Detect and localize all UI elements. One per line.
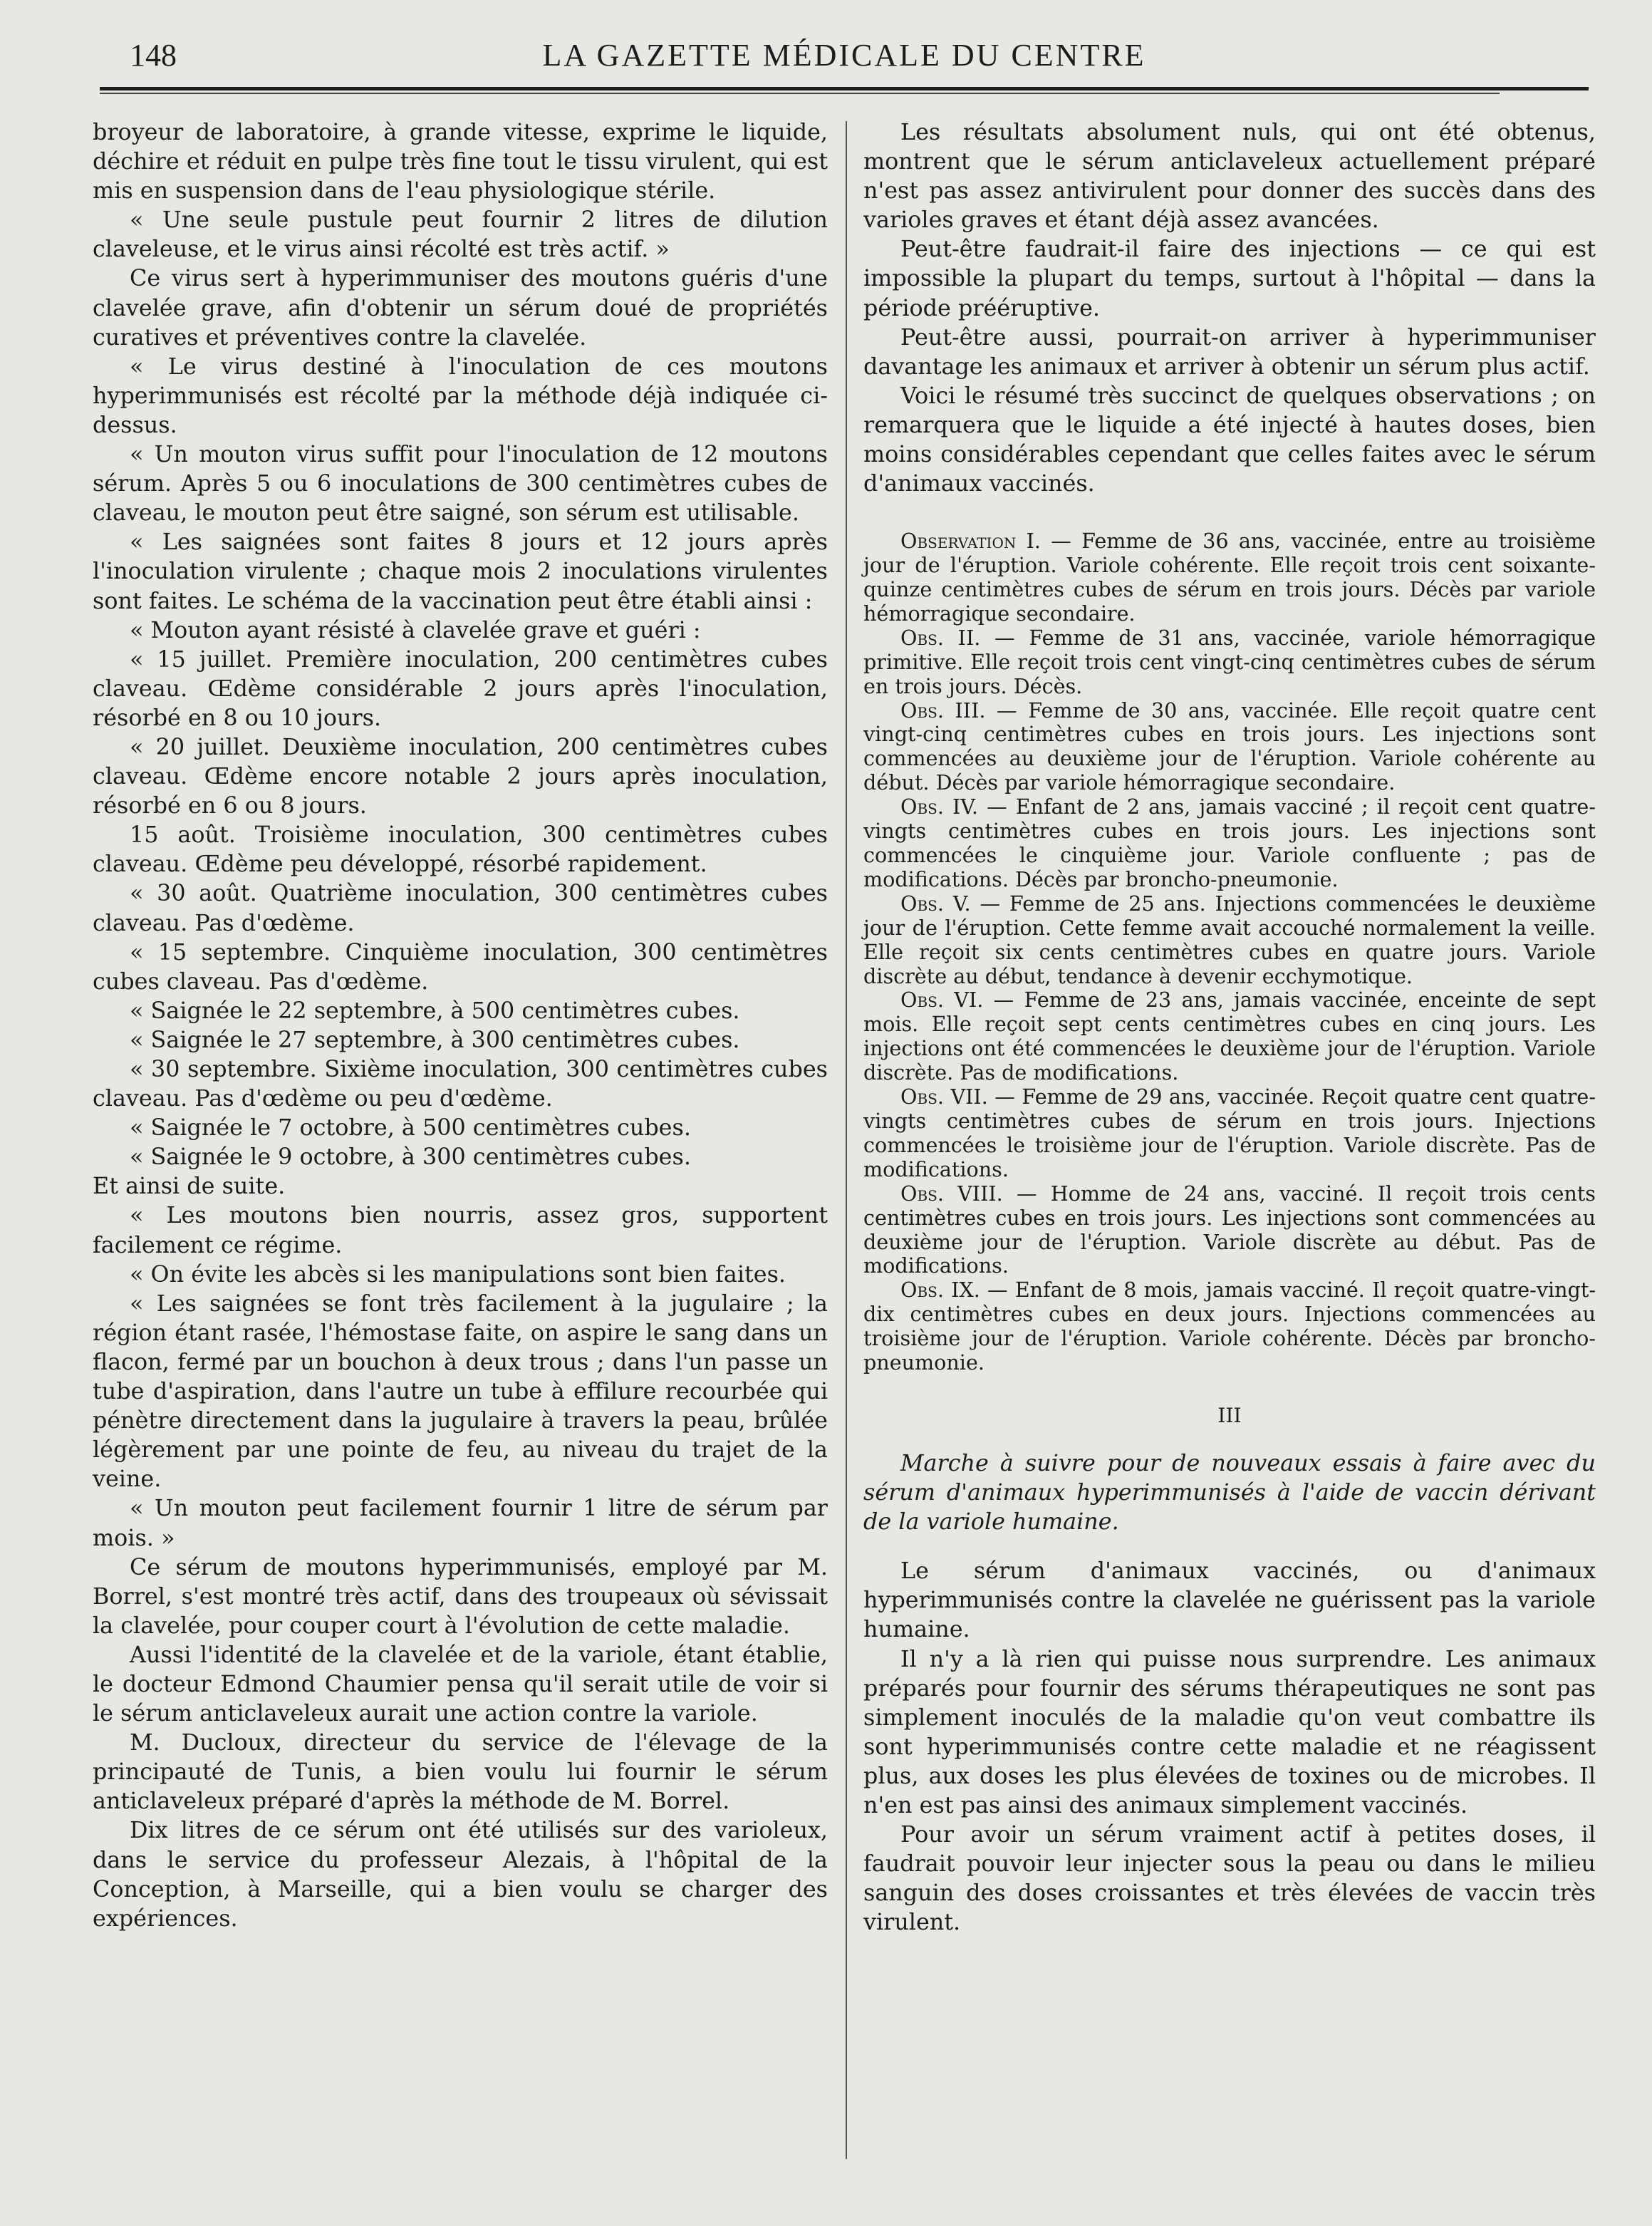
observation <box>863 626 1596 699</box>
paragraph: « 15 juillet. Première inoculation, 200 centimètres cubes claveau. Œdème considérable 2 jours après l'inoculation, résorbé en 8 ou 10 jours. <box>93 646 828 731</box>
journal-title: LA GAZETTE MÉDICALE DU CENTRE <box>542 38 1146 73</box>
section-title: Marche à suivre pour de nouveaux essais à faire avec du sérum d'animaux hyperimmunisés à l'aide de vaccin dérivant de la variole humaine. <box>863 1449 1596 1536</box>
paragraph: « Les saignées se font très facilement à la jugulaire ; la région étant rasée, l'hémostase faite, on aspire le sang dans un flacon, fermé par un bouchon à deux trous ; dans l'un passe un tube d'aspiration, dans l'autre un tube à effilure recourbée qui pénètre directement dans la jugulaire à travers la peau, brûlée légèrement par une pointe de feu, au niveau du trajet de la veine. <box>93 1290 828 1493</box>
paragraph: « Saignée le 9 octobre, à 300 centimètres cubes. <box>130 1144 691 1171</box>
paragraph: Ce virus sert à hyperimmuniser des moutons guéris d'une clavelée grave, afin d'obtenir un sérum doué de propriétés curatives et préventives contre la clavelée. <box>93 265 828 351</box>
observation <box>863 699 1596 796</box>
right-column <box>863 118 1596 1937</box>
observation-label: Obs. IX. <box>900 1278 980 1303</box>
observation-label: Observation I. <box>900 529 1041 554</box>
paragraph: Voici le résumé très succinct de quelques observations ; on remarquera que le liquide a été injecté à hautes doses, bien moins considérables cependant que celles faites avec le sérum d'animaux vaccinés. <box>863 382 1596 497</box>
observations-list <box>863 529 1596 1375</box>
observation-label: Obs. VII. <box>900 1084 988 1109</box>
paragraph: « Les moutons bien nourris, assez gros, supportent facilement ce régime. <box>93 1202 828 1258</box>
observation-text: — Enfant de 2 ans, jamais vacciné ; il reçoit cent quatre-vingts centimètres cubes en trois jours. Les injections sont commencées le cinquième jour. Variole confluente ; pas de modifications. Décès par broncho-pneumonie. <box>863 794 1596 891</box>
observation <box>863 892 1596 989</box>
paragraph: Il n'y a là rien qui puisse nous surprendre. Les animaux préparés pour fournir des sérums thérapeutiques ne sont pas simplement inoculés de la maladie qu'on veut combattre ils sont hyperimmunisés contre cette maladie et ne réagissent plus, aux doses les plus élevées de toxines ou de microbes. Il n'en est pas ainsi des animaux simplement vaccinés. <box>863 1645 1596 1818</box>
observation-label: Obs. V. <box>900 891 971 916</box>
paragraph: Peut-être aussi, pourrait-on arriver à hyperimmuniser davantage les animaux et arriver à obtenir un sérum plus actif. <box>863 323 1596 380</box>
observation <box>863 529 1596 626</box>
observation-text: — Enfant de 8 mois, jamais vacciné. Il reçoit quatre-vingt-dix centimètres cubes en deux jours. Injections commencées au troisième jour de l'éruption. Variole cohérente. Décès par broncho-pneumonie. <box>863 1278 1596 1375</box>
paragraph: Pour avoir un sérum vraiment actif à petites doses, il faudrait pouvoir leur injecter sous la peau ou dans le milieu sanguin des doses croissantes et très élevées de vaccin très virulent. <box>863 1821 1596 1936</box>
observation <box>863 1085 1596 1182</box>
paragraph: Les résultats absolument nuls, qui ont été obtenus, montrent que le sérum anticlaveleux actuellement préparé n'est pas assez antivirulent pour donner des succès dans des varioles graves et étant déjà assez avancées. <box>863 119 1596 234</box>
column-divider <box>846 121 847 2159</box>
paragraph: « 20 juillet. Deuxième inoculation, 200 centimètres cubes claveau. Œdème encore notable 2 jours après inoculation, résorbé en 6 ou 8 jours. <box>93 733 828 819</box>
observation-text: — Femme de 30 ans, vaccinée. Elle reçoit quatre cent vingt-cinq centimètres cubes en trois jours. Les injections sont commencées au deuxième jour de l'éruption. Variole cohérente au début. Décès par variole hémorragique secondaire. <box>863 698 1596 795</box>
paragraph: Dix litres de ce sérum ont été utilisés sur des varioleux, dans le service du professeur Alezais, à l'hôpital de la Conception, à Marseille, qui a bien voulu se charger des expériences. <box>93 1817 828 1932</box>
paragraph: 15 août. Troisième inoculation, 300 centimètres cubes claveau. Œdème peu développé, résorbé rapidement. <box>93 822 828 878</box>
observation-text: — Femme de 31 ans, vaccinée, variole hémorragique primitive. Elle reçoit trois cent vingt-cinq centimètres cubes de sérum en trois jours. Décès. <box>863 625 1596 698</box>
paragraph: « Un mouton peut facilement fournir 1 litre de sérum par mois. » <box>93 1495 828 1551</box>
paragraph: Le sérum d'animaux vaccinés, ou d'animaux hyperimmunisés contre la clavelée ne guérissent pas la variole humaine. <box>863 1558 1596 1643</box>
paragraph: Ce sérum de moutons hyperimmunisés, employé par M. Borrel, s'est montré très actif, dans des troupeaux où sévissait la clavelée, pour couper court à l'évolution de cette maladie. <box>93 1553 828 1639</box>
paragraph: « Saignée le 27 septembre, à 300 centimètres cubes. <box>130 1026 740 1053</box>
paragraph: « Les saignées sont faites 8 jours et 12 jours après l'inoculation virulente ; chaque mois 2 inoculations virulentes sont faites. Le schéma de la vaccination peut être établi ainsi : <box>93 529 828 614</box>
header-rule-thin <box>100 93 1500 94</box>
observation-label: Obs. II. <box>900 625 981 650</box>
paragraph: « 30 septembre. Sixième inoculation, 300 centimètres cubes claveau. Pas d'œdème ou peu d'œdème. <box>93 1056 828 1112</box>
header-rule <box>100 87 1589 90</box>
observation <box>863 1278 1596 1375</box>
paragraph: « On évite les abcès si les manipulations sont bien faites. <box>130 1260 786 1288</box>
paragraph: « Mouton ayant résisté à clavelée grave et guéri : <box>130 616 701 643</box>
paragraph: « Une seule pustule peut fournir 2 litres de dilution claveleuse, et le virus ainsi récolté est très actif. » <box>93 207 828 263</box>
observation-text: — Femme de 25 ans. Injections commencées le deuxième jour de l'éruption. Cette femme avait accouché normalement la veille. Elle reçoit six cents centimètres cubes en quatre jours. Variole discrète au début, tendance à devenir ecchymotique. <box>863 891 1596 988</box>
paragraph: « Un mouton virus suffit pour l'inoculation de 12 moutons sérum. Après 5 ou 6 inoculations de 300 centimètres cubes de claveau, le mouton peut être saigné, son sérum est utilisable. <box>93 441 828 527</box>
observation-text: — Homme de 24 ans, vacciné. Il reçoit trois cents centimètres cubes en trois jours. Les injections sont commencées au deuxième jour de l'éruption. Variole discrète au début. Pas de modifications. <box>863 1181 1596 1278</box>
paragraph: Peut-être faudrait-il faire des injections — ce qui est impossible la plupart du temps, surtout à l'hôpital — dans la période prééruptive. <box>863 236 1596 321</box>
paragraph: « 30 août. Quatrième inoculation, 300 centimètres cubes claveau. Pas d'œdème. <box>93 880 828 936</box>
observation-label: Obs. VI. <box>900 988 984 1013</box>
observation-label: Obs. III. <box>900 698 986 723</box>
observation <box>863 1182 1596 1279</box>
paragraph: « Le virus destiné à l'inoculation de ces moutons hyperimmunisés est récolté par la méthode déjà indiquée ci-dessus. <box>93 353 828 438</box>
paragraph: Aussi l'identité de la clavelée et de la variole, étant établie, le docteur Edmond Chaumier pensa qu'il serait utile de voir si le sérum anticlaveleux aurait une action contre la variole. <box>93 1641 828 1727</box>
page-header <box>100 37 1589 77</box>
observation-text: — Femme de 29 ans, vaccinée. Reçoit quatre cent quatre-vingts centimètres cubes de sérum en trois jours. Injections commencées le troisième jour de l'éruption. Variole discrète. Pas de modifications. <box>863 1084 1596 1181</box>
paragraph: M. Ducloux, directeur du service de l'élevage de la principauté de Tunis, a bien voulu lui fournir le sérum anticlaveleux préparé d'après la méthode de M. Borrel. <box>93 1729 828 1815</box>
left-column <box>93 118 828 1933</box>
observation <box>863 795 1596 892</box>
observation-label: Obs. IV. <box>900 794 979 819</box>
page-number: 148 <box>130 38 177 73</box>
paragraph: « Saignée le 7 octobre, à 500 centimètres cubes. <box>130 1114 691 1142</box>
observation-text: — Femme de 36 ans, vaccinée, entre au troisième jour de l'éruption. Variole cohérente. Elle reçoit trois cent soixante-quinze centimètres cubes de sérum en trois jours. Décès par variole hémorragique secondaire. <box>863 529 1596 626</box>
paragraph: Et ainsi de suite. <box>93 1173 286 1200</box>
section-number: III <box>1217 1403 1242 1427</box>
paragraph: broyeur de laboratoire, à grande vitesse, exprime le liquide, déchire et réduit en pulpe très fine tout le tissu virulent, qui est mis en suspension dans de l'eau physiologique stérile. <box>93 119 828 205</box>
observation-label: Obs. VIII. <box>900 1181 1003 1206</box>
paragraph: « 15 septembre. Cinquième inoculation, 300 centimètres cubes claveau. Pas d'œdème. <box>93 938 828 995</box>
observation-text: — Femme de 23 ans, jamais vaccinée, enceinte de sept mois. Elle reçoit sept cents centimètres cubes en cinq jours. Les injections ont été commencées le deuxième jour de l'éruption. Variole discrète. Pas de modifications. <box>863 988 1596 1085</box>
paragraph: « Saignée le 22 septembre, à 500 centimètres cubes. <box>130 997 740 1024</box>
observation <box>863 988 1596 1085</box>
